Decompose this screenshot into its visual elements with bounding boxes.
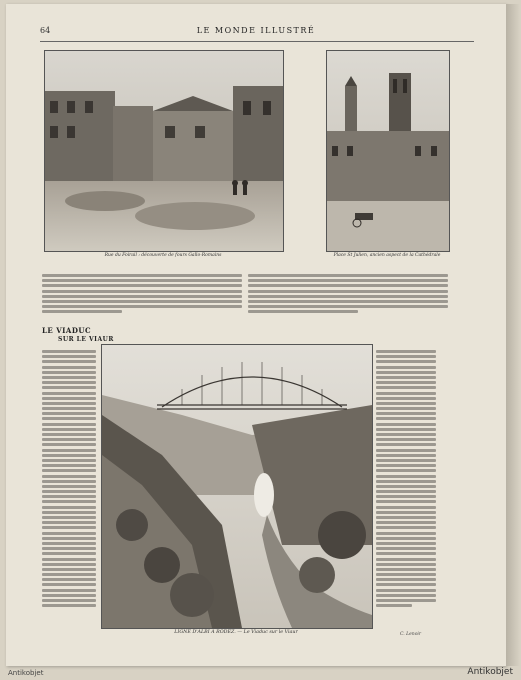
caption-place-st-julien: Place St Julien, ancien aspect de la Cathédrale [333, 253, 441, 258]
page-number: 64 [40, 26, 51, 35]
section-title-viaduc: LE VIADUC [42, 326, 92, 335]
seller-label: Antikobjet [8, 669, 44, 677]
watermark-text: Antikobjet [467, 667, 513, 677]
page-edge-shadow [506, 4, 520, 666]
photo-rue-du-foirail [44, 50, 284, 252]
text-block-top-left [42, 274, 242, 320]
newspaper-page [6, 4, 506, 666]
text-block-top-right [248, 274, 448, 320]
photo-place-st-julien [326, 50, 450, 252]
journal-title: LE MONDE ILLUSTRÉ [196, 26, 316, 35]
photo-viaduc-du-viaur [101, 344, 373, 629]
page-header [6, 26, 506, 40]
text-column-right [376, 350, 436, 620]
article-signature: C. Lenoir [400, 632, 421, 637]
caption-viaduc: LIGNE D'ALBI A RODEZ. — Le Viaduc sur le Viaur [174, 630, 298, 635]
caption-rue-du-foirail: Rue du Foirail : découverte de fours Gallo-Romains [104, 253, 222, 258]
section-title-viaur: SUR LE VIAUR [58, 336, 114, 343]
text-column-left [42, 350, 96, 618]
header-rule [40, 41, 474, 42]
